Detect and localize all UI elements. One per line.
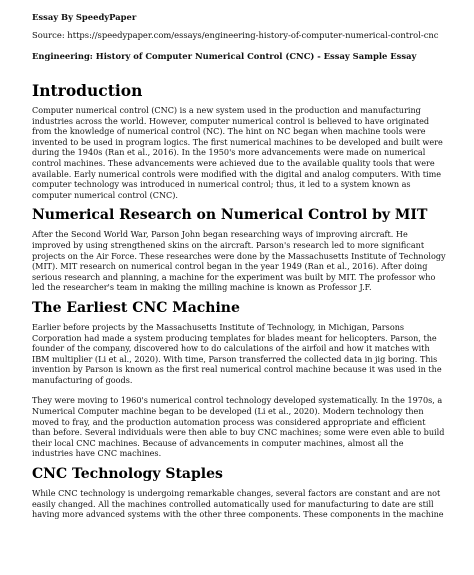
document-title: Engineering: History of Computer Numerical Control (CNC) - Essay Sample Essay	[32, 51, 417, 61]
section-heading-mit-research: Numerical Research on Numerical Control by MIT	[32, 207, 428, 224]
paragraph: They were moving to 1960's numerical control technology developed systematically. In the 1970s, a Numerical Computer machine began to be developed (Li et al., 2020). Modern technology then moved to fray, and the production automation process was considered appropriate and efficient than before. Several individuals were then able to buy CNC machines; some were even able to build their local CNC machines. Because of advancements in computer machines, almost all the industries have CNC machines.	[32, 395, 445, 459]
source-line: Source: https://speedypaper.com/essays/engineering-history-of-computer-numerical-control-cnc	[32, 30, 439, 40]
section-heading-introduction: Introduction	[32, 81, 143, 100]
essay-by-label: Essay By SpeedyPaper	[32, 12, 137, 22]
paragraph: While CNC technology is undergoing remarkable changes, several factors are constant and are not easily changed. All the machines controlled automatically used for manufacturing to date are still having more advanced systems with the other three components. These components in the machine	[32, 488, 444, 520]
paragraph: Earlier before projects by the Massachusetts Institute of Technology, in Michigan, Parsons Corporation had made a system producing templates for blades meant for helicopters. Parson, the founder of the company, discovered how to do calculations of the airfoil and how it matches with IBM multiplier (Li et al., 2020). With time, Parson transferred the collected data in jig boring. This invention by Parson is known as the first real numerical control machine because it was used in the manufacturing of goods.	[32, 321, 442, 385]
paragraph: Computer numerical control (CNC) is a new system used in the production and manufacturing industries across the world. However, computer numerical control is believed to have originated from the knowledge of numerical control (NC). The hint on NC began when machine tools were invented to be used in program logics. The first numerical machines to be developed and built were during the 1940s (Ran et al., 2016). In the 1950's more advancements were made on numerical control machines. These advancements were achieved due to the available quality tools that were available. Early numerical controls were modified with the digital and analog computers. With time computer technology was introduced in numerical control; thus, it led to a system known as computer numerical control (CNC).	[32, 105, 443, 200]
section-heading-earliest-cnc: The Earliest CNC Machine	[32, 299, 240, 316]
section-heading-cnc-staples: CNC Technology Staples	[32, 466, 223, 483]
paragraph: After the Second World War, Parson John began researching ways of improving aircraft. He improved by using strengthened skins on the aircraft. Parson's research led to more significant projects on the Air Force. These researches were done by the Massachusetts Institute of Technology (MIT). MIT research on numerical control began in the year 1949 (Ran et al., 2016). After doing serious research and planning, a machine for the experiment was built by MIT. The professor who led the researcher's team in making the milling machine is known as Professor J.F.	[32, 229, 446, 293]
